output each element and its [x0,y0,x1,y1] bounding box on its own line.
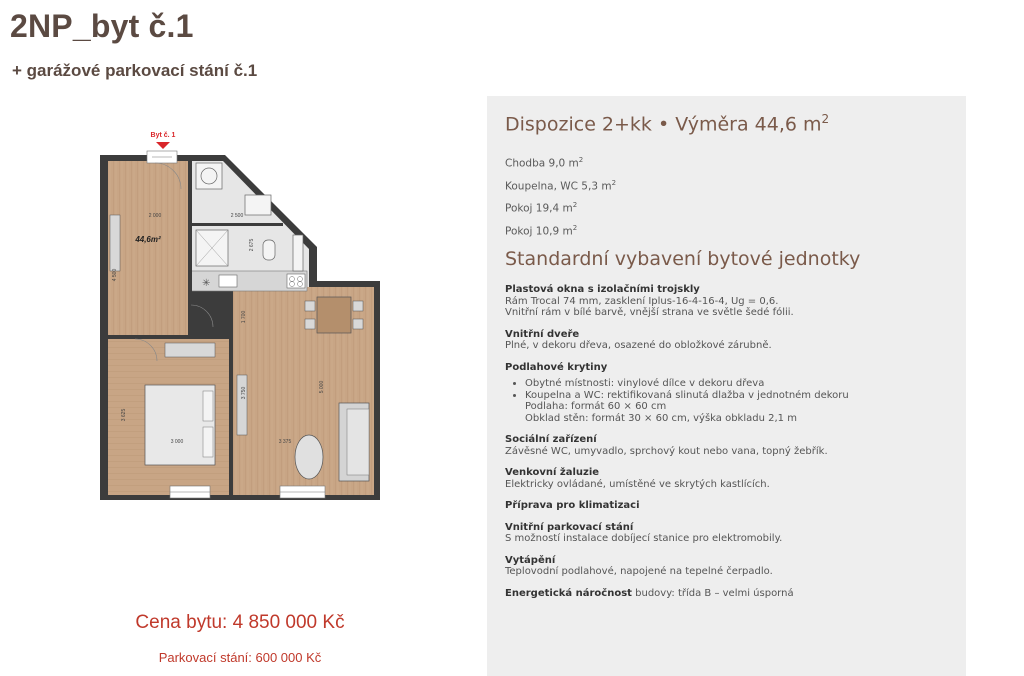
dimension-label: 2 000 [148,213,162,219]
list-item: • Koupelna a WC: rektifikovaná slinutá dlažba v jednotném dekoru Podlaha: formát 60 × 60 cm Obklad stěn: formát 30 × 60 cm, výška obkladu 2,1 m [525,390,950,425]
room-list [505,151,616,241]
dimension-label: 3 375 [278,439,292,445]
svg-text:✳: ✳ [202,278,211,289]
list-item: • Obytné místnosti: vinylové dílce v dekoru dřeva [525,378,950,390]
spec-heating: Vytápění Teplovodní podlahové, napojené na tepelné čerpadlo. [505,554,773,577]
list-item: Koupelna, WC 5,3 $m^2$ [505,178,617,192]
spec-floors: Podlahové krytiny • Obytné místnosti: vinylové dílce v dekoru dřeva • Koupelna a WC: rektifikovaná slinutá dlažba v jednotném dekoru Podlaha: formát 60 × 60 cm Obklad stěn: formát 30 × 60 cm, výška obkladu 2,1 m [505,362,950,425]
apartment-price: Cena bytu: 4 850 000 Kč [135,612,345,633]
dimension-label: 3 750 [241,386,247,400]
spec-parking: Vnitřní parkovací stání S možností instalace dobíjecí stanice pro elektromobily. [505,521,783,544]
dimension-label: 1 700 [241,310,247,324]
spec-blinds: Venkovní žaluzie Elektricky ovládané, umístěné ve skrytých kastlících. [505,467,770,490]
floor-plan [95,125,385,503]
list-item: Chodba 9,0 $m^2$ [505,156,584,170]
spec-windows: Plastová okna s izolačními trojskly Rám Trocal 74 mm, zasklení Iplus-16-4-16-4, Ug = 0,6. Vnitřní rám v bílé barvě, vnější strana ve světle šedé fólii. [505,284,794,318]
spec-air-conditioning: Příprava pro klimatizaci [505,500,640,511]
entrance-marker-icon [156,142,170,149]
spec-list [505,284,950,609]
page-subtitle: + garážové parkovací stání č.1 [12,61,258,80]
dimension-label: 2 500 [230,213,244,219]
area-label: 44,6m² [135,235,161,244]
dimension-label: 5 000 [319,380,325,394]
list-item: Pokoj 10,9 $m^2$ [505,223,578,237]
apartment-marker-label: Byt č. 1 [150,132,176,139]
page-title: 2NP_byt č.1 [10,8,194,44]
dimension-label: 2 675 [249,238,255,252]
spec-sanitary: Sociální zařízení Závěsné WC, umyvadlo, sprchový kout nebo vana, topný žebřík. [505,434,828,457]
info-panel [487,96,966,676]
dimension-label: 3 625 [121,408,127,422]
spec-doors: Vnitřní dveře Plné, v dekoru dřeva, osazené do obložkové zárubně. [505,328,772,351]
layout-heading: Dispozice 2+kk • Výměra 44,6 $m^2$ [505,112,830,136]
parking-price: Parkovací stání: 600 000 Kč [158,650,322,665]
list-item: Pokoj 19,4 $m^2$ [505,201,578,215]
dimension-label: 4 500 [112,268,118,282]
standard-equipment-heading: Standardní vybavení bytové jednotky [505,248,861,270]
dimension-label: 3 000 [170,439,184,445]
spec-energy: Energetická náročnost budovy: třída B – velmi úsporná [505,587,794,599]
